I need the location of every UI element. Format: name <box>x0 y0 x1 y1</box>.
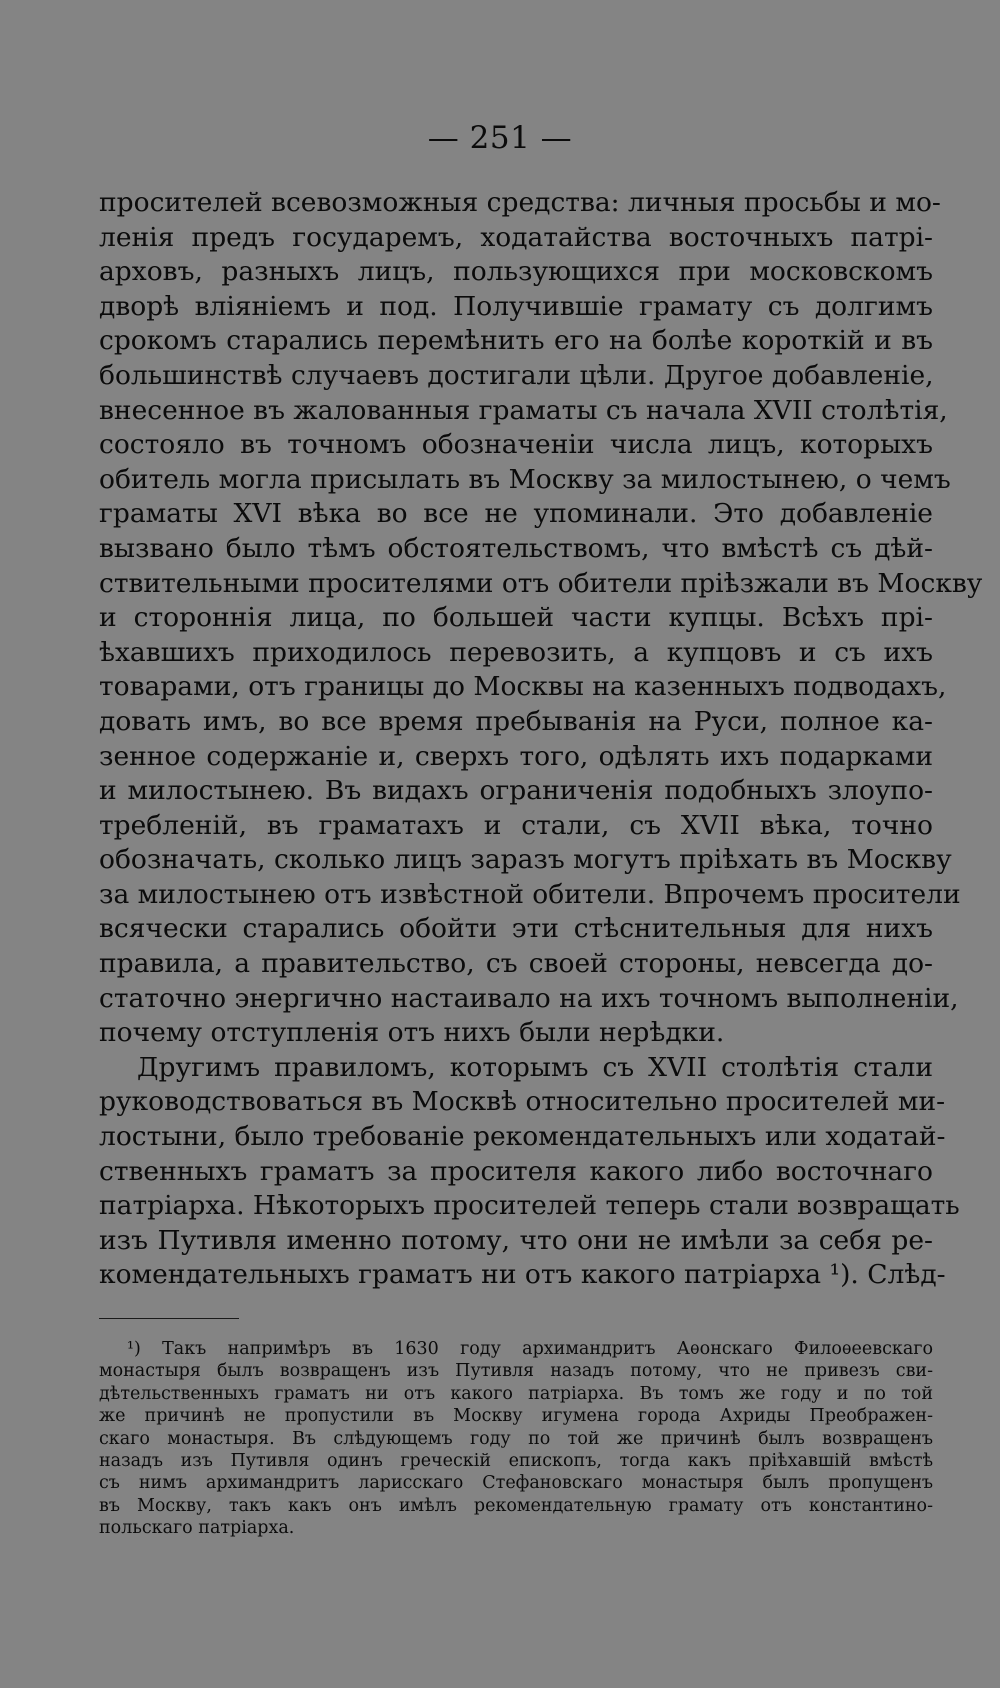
footnote-line: скаго монастыря. Въ слѣдующемъ году по той же причинѣ былъ возвращенъ <box>99 1428 933 1449</box>
body-line: правила, а правительство, съ своей стороны, невсегда до- <box>99 948 933 980</box>
body-line: всячески старались обойти эти стѣснительныя для нихъ <box>99 913 933 945</box>
body-line: и милостынею. Въ видахъ ограниченія подобныхъ злоупо- <box>99 775 933 807</box>
body-line: довать имъ, во все время пребыванія на Руси, полное ка- <box>99 705 933 737</box>
body-line: комендательныхъ граматъ ни отъ какого патріарха ¹). Слѣд- <box>99 1259 946 1291</box>
body-line: руководствоваться въ Москвѣ относительно просителей ми- <box>99 1086 946 1118</box>
body-line: арховъ, разныхъ лицъ, пользующихся при московскомъ <box>99 256 933 288</box>
body-line: вызвано было тѣмъ обстоятельствомъ, что вмѣстѣ съ дѣй- <box>99 532 933 564</box>
body-line: просителей всевозможныя средства: личныя просьбы и мо- <box>99 187 941 218</box>
body-line: ленія предъ государемъ, ходатайства восточныхъ патрі- <box>99 221 933 253</box>
body-line: срокомъ старались перемѣнить его на болѣе короткій и въ <box>99 325 933 357</box>
footnote <box>99 1338 933 1540</box>
footnote-line: монастыря былъ возвращенъ изъ Путивля назадъ потому, что не привезъ сви- <box>99 1361 933 1382</box>
footnote-line: назадъ изъ Путивля одинъ греческій епископъ, тогда какъ пріѣхавшій вмѣстѣ <box>99 1450 933 1471</box>
footnote-line: съ нимъ архимандритъ ларисскаго Стефановскаго монастыря былъ пропущенъ <box>99 1473 933 1494</box>
body-line: зенное содержаніе и, сверхъ того, одѣлять ихъ подарками <box>99 740 933 772</box>
body-line: большинствѣ случаевъ достигали цѣли. Другое добавленіе, <box>99 359 934 391</box>
body-line: обитель могла присылать въ Москву за милостынею, о чемъ <box>99 463 951 495</box>
body-line: лостыни, было требованіе рекомендательныхъ или ходатай- <box>99 1121 946 1153</box>
footnote-line: ¹) Такъ напримѣръ въ 1630 году архимандритъ Аѳонскаго Филоѳеевскаго <box>127 1339 933 1359</box>
body-line: и стороннія лица, по большей части купцы. Всѣхъ прі- <box>99 602 933 634</box>
body-line: почему отступленія отъ нихъ были нерѣдки. <box>99 1017 725 1049</box>
page-number: — 251 — <box>427 120 573 156</box>
body-line: изъ Путивля именно потому, что они не имѣли за себя ре- <box>99 1224 933 1256</box>
body-text <box>99 186 983 1293</box>
footnote-line: же причинѣ не пропустили въ Москву игумена города Ахриды Преображен- <box>99 1406 933 1427</box>
body-line: патріарха. Нѣкоторыхъ просителей теперь стали возвращать <box>99 1190 960 1222</box>
body-line: состояло въ точномъ обозначеніи числа лицъ, которыхъ <box>99 429 933 461</box>
body-line: за милостынею отъ извѣстной обители. Впрочемъ просители <box>99 878 961 910</box>
body-line: товарами, отъ границы до Москвы на казенныхъ подводахъ, <box>99 671 947 703</box>
body-line: ѣхавшихъ приходилось перевозить, а купцовъ и съ ихъ <box>99 636 933 668</box>
body-line: граматы XVI вѣка во все не упоминали. Это добавленіе <box>99 498 933 530</box>
body-line: обозначать, сколько лицъ заразъ могутъ пріѣхать въ Москву <box>99 844 952 876</box>
body-line: ствительными просителями отъ обители пріѣзжали въ Москву <box>99 567 983 599</box>
body-line: дворѣ вліяніемъ и под. Получившіе грамату съ долгимъ <box>99 290 933 322</box>
body-line: ственныхъ граматъ за просителя какого либо восточнаго <box>99 1155 933 1187</box>
body-line: статочно энергично настаивало на ихъ точномъ выполненіи, <box>99 982 959 1014</box>
body-line: Другимъ правиломъ, которымъ съ XVII столѣтія стали <box>137 1051 933 1083</box>
body-line: внесенное въ жалованныя граматы съ начала XVII столѣтія, <box>99 394 948 426</box>
footnote-line: въ Москву, такъ какъ онъ имѣлъ рекомендательную грамату отъ константино- <box>99 1495 933 1516</box>
footnote-divider <box>99 1318 239 1319</box>
footnote-line: польскаго патріарха. <box>99 1518 295 1539</box>
body-line: требленій, въ граматахъ и стали, съ XVII вѣка, точно <box>99 809 933 841</box>
footnote-line: дѣтельственныхъ граматъ ни отъ какого патріарха. Въ томъ же году и по той <box>99 1383 933 1404</box>
